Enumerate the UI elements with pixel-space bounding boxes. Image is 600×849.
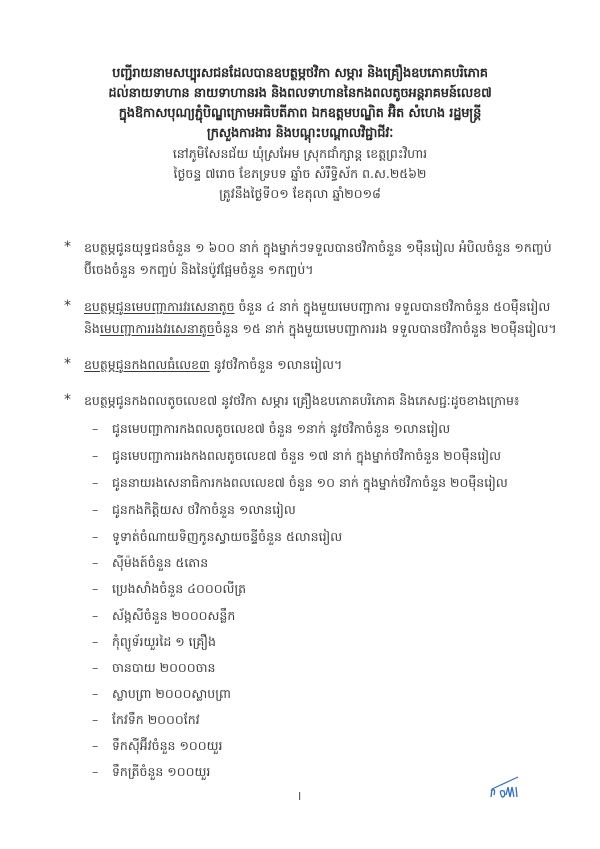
dash-bullet: – (92, 502, 99, 517)
item-text: និង (84, 321, 100, 336)
item-text: នូវថវិកាចំនួន ១លានរៀល។ (209, 357, 343, 372)
item-text-line-1 (84, 354, 544, 376)
sub-item-text: ស្លាបព្រា ២០០០ស្លាបព្រា (112, 686, 231, 701)
sub-item-text: ចានបាយ ២០០០ចាន (112, 660, 216, 675)
sub-item-4 (92, 499, 296, 521)
header-solar-date: ត្រូវនឹងថ្ងៃទី០១ ខែតុលា ឆ្នាំ២០១៨ (219, 186, 381, 201)
dash-bullet: – (92, 660, 99, 675)
dash-bullet: – (92, 529, 99, 544)
sub-item-8 (92, 605, 235, 627)
header-location: នៅភូមិសែនជ័យ ឃុំស្រអែម ស្រុកជាំក្សាន្ត ខេត្តព្រះវិហារ (172, 146, 428, 161)
dash-bullet: – (92, 421, 99, 436)
donation-item-3 (64, 354, 544, 376)
item-text-line-2: ប៊ីចេងចំនួន ១កញ្ចប់ និងនៃប៉ូវផ្អែមចំនួន ១កញ្ចប់។ (84, 262, 314, 277)
header-title-line-2: ដល់នាយទាហាន នាយទាហានរង និងពលទាហាននៃកងពលតូចអន្តរាគមន៍លេខ៧ (108, 86, 492, 101)
sub-item-text: កែវទឹក ២០០០កែវ (112, 712, 200, 727)
dash-bullet: – (92, 764, 99, 779)
sub-item-text: កុំព្យូទ័រយួរដៃ ១ គ្រឿង (112, 634, 216, 649)
dash-bullet: – (92, 634, 99, 649)
sub-item-text: ជូនកងកិត្តិយស ថវិកាចំនួន ១លានរៀល (112, 502, 296, 517)
dash-bullet: – (92, 448, 99, 463)
item-text-line-2 (84, 318, 557, 340)
sub-item-3 (92, 472, 508, 494)
header-lunar-date: ថ្ងៃចន្ទ ៧រោច ខែភទ្របទ ឆ្នាំច សំរឹទ្ធិស័ក ព.ស.២៥៦២ (173, 166, 427, 181)
donation-item-2 (64, 296, 557, 340)
item-text-line-1 (84, 296, 551, 318)
underlined-text: មេបញ្ជាការរងវរសេនាតូច (99, 321, 215, 336)
sub-item-7 (92, 578, 246, 600)
dash-bullet: – (92, 738, 99, 753)
header-title-line-4: ក្រសួងការងារ និងបណ្តុះបណ្តាលវិជ្ជាជីវៈ (206, 126, 394, 141)
sub-item-14 (92, 761, 210, 783)
item-text: ចំនួន ១៥ នាក់ ក្នុងមួយមេបញ្ជាការរង ទទួលបានថវិកាចំនួន ២០ម៉ឺនរៀល។ (214, 321, 557, 336)
dash-bullet: – (92, 608, 99, 623)
item-text-line-1: ឧបត្ថម្ភជូនកងពលតូចលេខ៧ នូវថវិកា សម្ភារ គ្រឿងឧបភោគបរិភោគ និងភេសជ្ជៈដូចខាងក្រោម៖ (84, 393, 520, 408)
sub-item-text: ជូនមេបញ្ជាការកងពលតូចលេខ៧ ចំនួន ១នាក់ នូវថវិកាចំនួន ១លានរៀល (112, 421, 451, 436)
sub-item-9 (92, 631, 216, 653)
sub-item-text: ស័ង្កសីចំនួន ២០០០សន្លឹក (112, 608, 236, 623)
page-number: I (298, 790, 302, 803)
bullet-asterisk: * (64, 239, 71, 255)
sub-item-12 (92, 709, 200, 731)
bullet-asterisk: * (64, 392, 71, 408)
dash-bullet: – (92, 712, 99, 727)
sub-item-1 (92, 418, 450, 440)
sub-item-text: ទូទាត់ចំណាយទិញកូនស្វាយចន្ទីចំនួន ៥លានរៀល (112, 529, 343, 544)
sub-item-text: ទឹកត្រីចំនួន ១០០យួរ (112, 764, 211, 779)
sub-item-text: ស៊ីម៉ងត៍ចំនួន ៥តោន (112, 555, 209, 570)
underlined-text: ឧបត្ថម្ភជូនកងពលធំលេខ៣ (84, 357, 210, 372)
sub-item-13 (92, 735, 222, 757)
bullet-asterisk: * (64, 356, 71, 372)
item-text-line-1: ឧបត្ថម្ភជូនយុទ្ធជនចំនួន ១ ៦០០ នាក់ ក្នុងម្នាក់ៗទទួលបានថវិកាចំនួន ១ម៉ឺនរៀល អំបិលចំនួន ១កញ្ចប់ (84, 240, 552, 255)
sub-item-11 (92, 683, 231, 705)
sub-item-6 (92, 552, 208, 574)
bullet-asterisk: * (64, 298, 71, 314)
dash-bullet: – (92, 475, 99, 490)
document-header (60, 64, 540, 204)
sub-item-text: ទឹកស៊ីអ៊ីវចំនួន ១០០យួរ (112, 738, 223, 753)
sub-item-10 (92, 657, 215, 679)
header-title-line-3: ក្នុងឱកាសបុណ្យភ្ជុំបិណ្ឌក្រោមអធិបតីភាព ឯកឧត្តមបណ្ឌិត អ៊ិត សំហេង រដ្ឋមន្ត្រី (118, 106, 482, 121)
dash-bullet: – (92, 555, 99, 570)
dash-bullet: – (92, 581, 99, 596)
header-title-line-1: បញ្ជីរាយនាមសប្បុរសជនដែលបានឧបត្ថម្ភថវិកា សម្ភារ និងគ្រឿងឧបភោគបរិភោគ (112, 66, 488, 81)
dash-bullet: – (92, 686, 99, 701)
item-text: ចំនួន ៤ នាក់ ក្នុងមួយមេបញ្ជាការ ទទួលបានថវិកាចំនួន ៥០ម៉ឺនរៀល (234, 299, 551, 314)
signature-icon (488, 775, 528, 805)
sub-item-5 (92, 526, 342, 548)
sub-item-text: ប្រេងសាំងចំនួន ៤០០០លីត្រ (112, 581, 247, 596)
sub-item-2 (92, 445, 501, 467)
sub-item-text: ជូននាយរងសេនាធិការកងពលលេខ៧ ចំនួន ១០ នាក់ ក្នុងម្នាក់ថវិកាចំនួន ២០ម៉ឺនរៀល (112, 475, 508, 490)
sub-item-text: ជូនមេបញ្ជាការរងកងពលតូចលេខ៧ ចំនួន ១៧ នាក់ ក្នុងម្នាក់ថវិកាចំនួន ២០ម៉ឺនរៀល (112, 448, 502, 463)
donation-item-4 (64, 390, 544, 412)
donation-item-1 (64, 237, 552, 281)
underlined-text: ឧបត្ថម្ភជូនមេបញ្ជាការវរសេនាតូច (84, 299, 235, 314)
